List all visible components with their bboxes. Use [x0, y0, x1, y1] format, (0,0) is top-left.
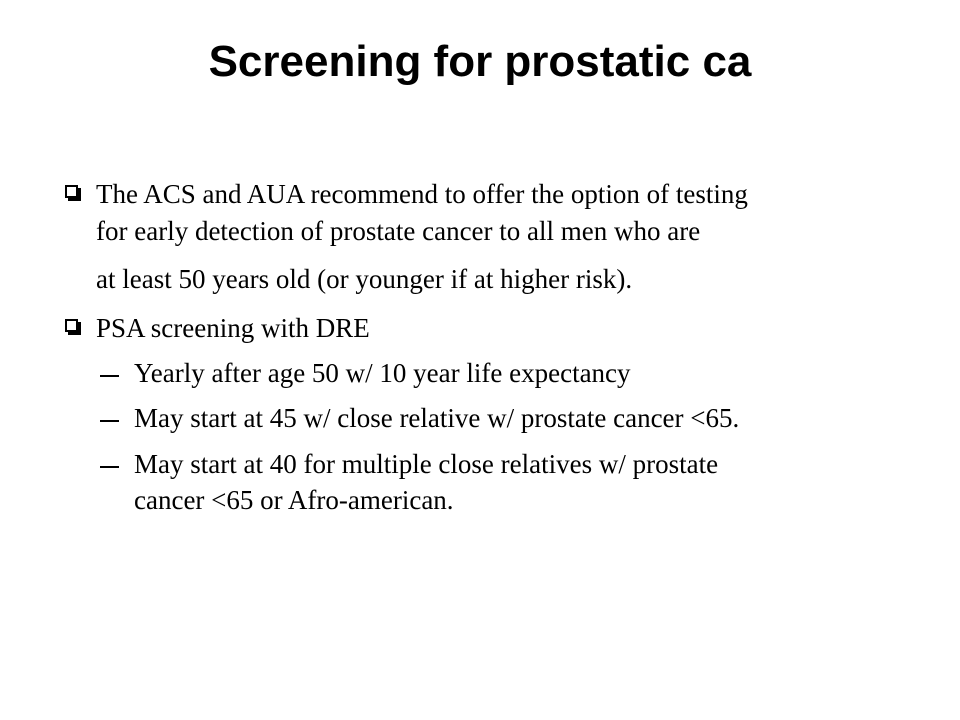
en-dash-icon	[100, 420, 119, 422]
sub-bullet-text-line: Yearly after age 50 w/ 10 year life expectancy	[134, 358, 631, 388]
checkbox-square-icon	[65, 319, 78, 332]
bullet-text-line: at least 50 years old (or younger if at higher risk).	[96, 264, 633, 294]
slide-title: Screening for prostatic ca	[208, 37, 752, 86]
sub-bullet-text-line: cancer <65 or Afro-american.	[134, 485, 454, 515]
bullet-text-line: PSA screening with DRE	[96, 313, 370, 343]
checkbox-square-icon	[65, 185, 78, 198]
sub-bullet-text-line: May start at 40 for multiple close relatives w/ prostate	[134, 449, 719, 479]
bullet-text-line: The ACS and AUA recommend to offer the option of testing	[96, 179, 748, 209]
sub-bullet-text-line: May start at 45 w/ close relative w/ prostate cancer <65.	[134, 403, 740, 433]
bullet-text-line: for early detection of prostate cancer to all men who are	[96, 216, 701, 246]
en-dash-icon	[100, 466, 119, 468]
en-dash-icon	[100, 375, 119, 377]
